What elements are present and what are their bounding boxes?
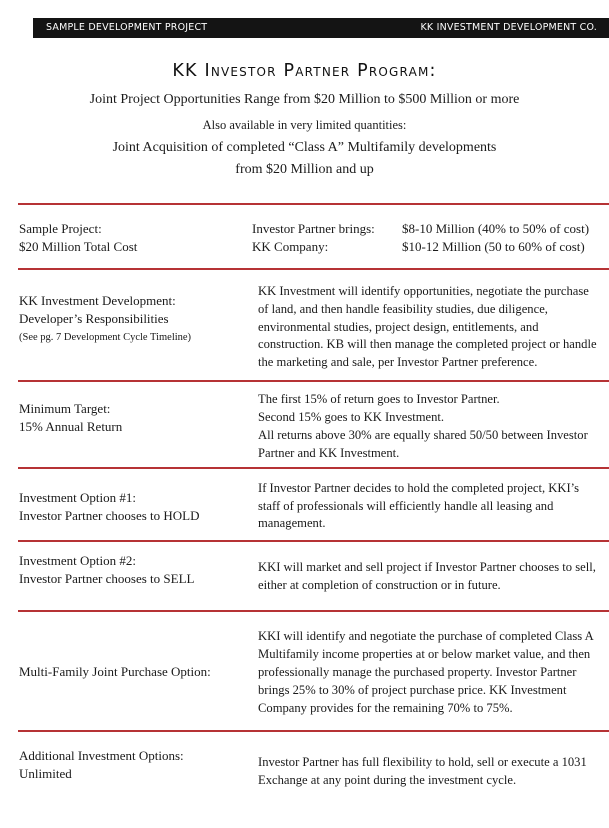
row-desc: professionally manage the purchased property. Investor Partner bbox=[258, 665, 577, 679]
sample-project-label: Sample Project: bbox=[19, 221, 102, 236]
company-amount: $10-12 Million (50 to 60% of cost) bbox=[402, 239, 585, 254]
divider bbox=[18, 730, 609, 732]
subtitle-line-3: Joint Acquisition of completed “Class A” Multifamily developments bbox=[112, 140, 497, 155]
partner-brings-amount: $8-10 Million (40% to 50% of cost) bbox=[402, 221, 590, 236]
company-label: KK Company: bbox=[252, 239, 329, 254]
row-label: Unlimited bbox=[19, 766, 72, 781]
row-label: Investor Partner chooses to HOLD bbox=[19, 508, 200, 523]
subtitle-line-2: Also available in very limited quantities: bbox=[202, 118, 407, 132]
row-desc: brings 25% to 30% of project purchase price. KK Investment bbox=[258, 683, 567, 697]
header-bar bbox=[33, 18, 609, 38]
row-label: Investment Option #2: bbox=[19, 553, 136, 568]
row-desc: The first 15% of return goes to Investor Partner. bbox=[258, 392, 500, 406]
row-label: Investment Option #1: bbox=[19, 490, 136, 505]
row-desc: KKI will identify and negotiate the purchase of completed Class A bbox=[258, 629, 594, 643]
row-label: Multi-Family Joint Purchase Option: bbox=[19, 664, 211, 679]
row-desc: Second 15% goes to KK Investment. bbox=[258, 410, 445, 424]
page-title: KK Investor Partner Program: bbox=[172, 61, 437, 81]
row-label-note-text: (See pg. 7 Development Cycle Timeline) bbox=[19, 332, 192, 343]
divider bbox=[18, 380, 609, 382]
row-desc: Multifamily income properties at or below market value, and then bbox=[258, 647, 591, 661]
divider bbox=[18, 203, 609, 205]
row-desc: Company provides for the remaining 70% to 75%. bbox=[258, 701, 513, 715]
subtitle-line-4: from $20 Million and up bbox=[235, 162, 374, 177]
sample-project-cost: $20 Million Total Cost bbox=[19, 239, 138, 254]
row-desc: Investor Partner has full flexibility to hold, sell or execute a 1031 bbox=[258, 755, 587, 769]
row-label-note bbox=[19, 327, 191, 347]
row-desc: All returns above 30% are equally shared 50/50 between Investor bbox=[258, 428, 588, 442]
row-desc: management. bbox=[258, 516, 326, 530]
header-right-label: KK INVESTMENT DEVELOPMENT CO. bbox=[420, 22, 597, 33]
row-label: 15% Annual Return bbox=[19, 419, 123, 434]
row-desc: KKI will market and sell project if Investor Partner chooses to sell, bbox=[258, 560, 596, 574]
row-desc: environmental studies, project design, entitlements, and bbox=[258, 320, 539, 334]
row-label: Investor Partner chooses to SELL bbox=[19, 571, 195, 586]
row-label: Minimum Target: bbox=[19, 401, 111, 416]
subtitle-line-1: Joint Project Opportunities Range from $20 Million to $500 Million or more bbox=[89, 92, 520, 107]
header-left-label: SAMPLE DEVELOPMENT PROJECT bbox=[46, 22, 208, 33]
row-desc: KK Investment will identify opportunities, negotiate the purchase bbox=[258, 284, 589, 298]
row-desc: of land, and then handle feasibility studies, due diligence, bbox=[258, 302, 548, 316]
divider bbox=[18, 268, 609, 270]
partner-brings-label: Investor Partner brings: bbox=[252, 221, 375, 236]
divider bbox=[18, 467, 609, 469]
row-label: Additional Investment Options: bbox=[19, 748, 184, 763]
row-desc: Exchange at any point during the investment cycle. bbox=[258, 773, 517, 787]
row-desc: staff of professionals will efficiently handle all leasing and bbox=[258, 499, 554, 513]
divider bbox=[18, 540, 609, 542]
row-label: Developer’s Responsibilities bbox=[19, 311, 169, 326]
row-desc: the marketing and sale, per Investor Partner preference. bbox=[258, 355, 538, 369]
row-desc: construction. KB will then manage the completed project or handle bbox=[258, 337, 597, 351]
row-desc: either at completion of construction or in future. bbox=[258, 578, 501, 592]
divider bbox=[18, 610, 609, 612]
row-desc: If Investor Partner decides to hold the completed project, KKI’s bbox=[258, 481, 580, 495]
row-label: KK Investment Development: bbox=[19, 293, 176, 308]
row-desc: Partner and KK Investment. bbox=[258, 446, 400, 460]
